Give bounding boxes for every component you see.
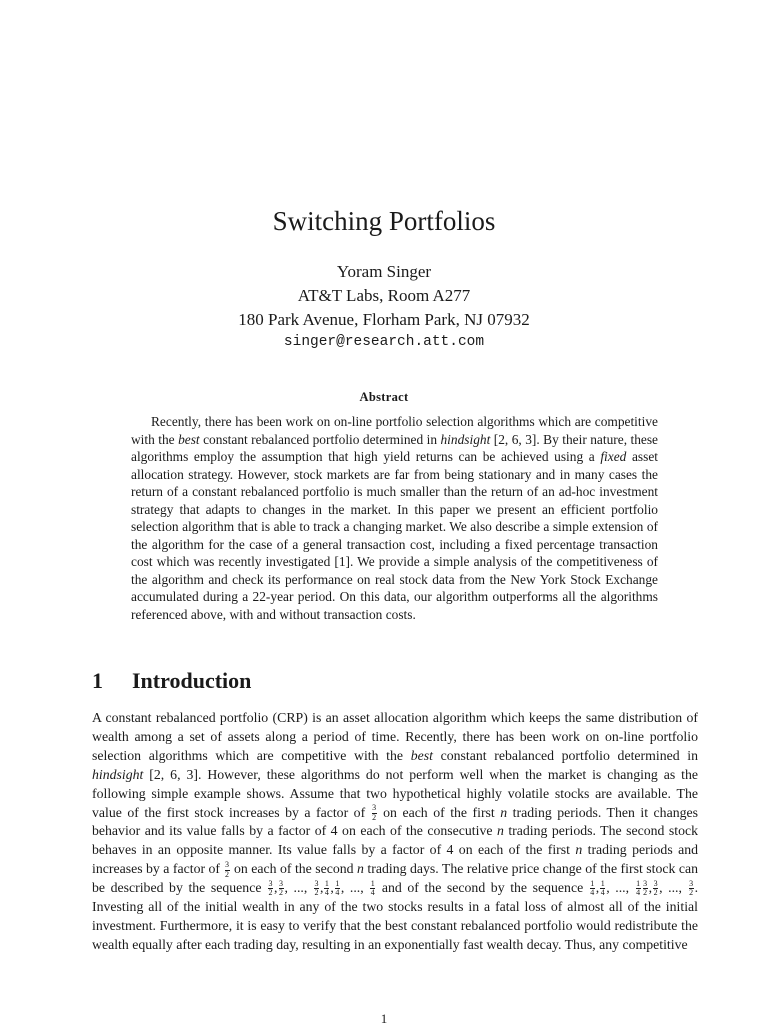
abstract-heading: Abstract bbox=[359, 390, 409, 404]
fraction-one-quarter: $\frac{1}{4}$ bbox=[335, 878, 340, 898]
author-name: Yoram Singer bbox=[336, 262, 432, 281]
section-heading-introduction bbox=[92, 668, 251, 694]
fraction-three-halves: $\frac{3}{2}$ bbox=[653, 878, 658, 898]
author-email: singer@research.att.com bbox=[283, 334, 485, 350]
fraction-one-quarter: $\frac{1}{4}$ bbox=[370, 878, 375, 898]
fraction-one-quarter: $\frac{1}{4}$ bbox=[600, 878, 605, 898]
fraction-three-halves: $\frac{3}{2}$ bbox=[314, 878, 319, 898]
fraction-three-halves: $\frac{3}{2}$ bbox=[225, 860, 229, 879]
abstract-text: Recently, there has been work on on-line portfolio selection algorithms which are competitive with the best constant rebalanced portfolio determined in hindsight [2, 6, 3]. By their nature, these algorithms employ the assumption that high yield returns can be achieved using a fixed asset allocation strategy. However, stock markets are far from being stationary and in many cases the return of a constant rebalanced portfolio is much smaller than the return of an ad-hoc investment strategy that adapts to changes in the market. In this paper we present an efficient portfolio selection algorithm that is able to track a changing market. We also describe a simple extension of the algorithm for the case of a general transaction cost, including a fixed percentage transaction cost which was recently investigated [1]. We provide a simple analysis of the competitiveness of the algorithm and check its performance on real stock data from the New York Stock Exchange accumulated during a 22-year period. On this data, our algorithm outperforms all the algorithms referenced above, with and without transaction costs. bbox=[131, 414, 658, 622]
author-affiliation: AT&T Labs, Room A277 bbox=[297, 286, 471, 305]
author-address: 180 Park Avenue, Florham Park, NJ 07932 bbox=[238, 310, 530, 329]
fraction-three-halves: $\frac{3}{2}$ bbox=[279, 878, 283, 898]
section-number: 1 bbox=[92, 668, 103, 693]
fraction-one-quarter: $\frac{1}{4}$ bbox=[324, 878, 329, 898]
page-number: 1 bbox=[380, 1011, 388, 1026]
section-title: Introduction bbox=[132, 668, 252, 693]
fraction-one-quarter: $\frac{1}{4}$ bbox=[636, 878, 641, 898]
fraction-one-quarter: $\frac{1}{4}$ bbox=[590, 878, 595, 898]
intro-paragraph: A constant rebalanced portfolio (CRP) is an asset allocation algorithm which keeps the same distribution of wealth among a set of assets along a period of time. Recently, there has been work on on-line portfolio selection algorithms which are competitive with the best constant rebalanced portfolio determined in hindsight [2, 6, 3]. However, these algorithms do not perform well when the market is changing as the following simple example shows. Assume that two hypothetical highly volatile stocks are available. The value of the first stock increases by a factor of $\frac{3}{2}$ on each of the first n trading periods. Then it changes behavior and its value falls by a factor of 4 on each of the consecutive n trading periods. The second stock behaves in an opposite manner. Its value falls by a factor of 4 on each of the first n trading periods and increases by a factor of $\frac{3}{2}$ on each of the second n trading days. The relative price change of the first stock can be described by the sequence $\frac{3}{2}$ , $\frac{3}{2}$ , ..., $\frac{3}{2}$ , $\frac{1}{4}$ , $\frac{1}{4}$ , ..., $\frac{1}{4}$ and of the second by the sequence $\frac{1}{4}$ , $\frac{1}{4}$ , ..., $\frac{1}{4}$ $\frac{3}{2}$ , $\frac{3}{2}$ , ..., $\frac{3}{2}$ . Investing all of the initial wealth in any of the two stocks results in a fatal loss of almost all of the initial investment. Furthermore, it is easy to verify that the best constant rebalanced portfolio would redistribute the wealth equally after each trading day, resulting in an exponentially fast wealth decay. Thus, any competitive bbox=[92, 710, 699, 952]
fraction-three-halves: $\frac{3}{2}$ bbox=[268, 878, 273, 898]
fraction-three-halves: $\frac{3}{2}$ bbox=[643, 878, 648, 898]
fraction-three-halves: $\frac{3}{2}$ bbox=[689, 878, 694, 898]
paper-title: Switching Portfolios bbox=[272, 206, 496, 236]
fraction-three-halves: $\frac{3}{2}$ bbox=[372, 803, 377, 822]
